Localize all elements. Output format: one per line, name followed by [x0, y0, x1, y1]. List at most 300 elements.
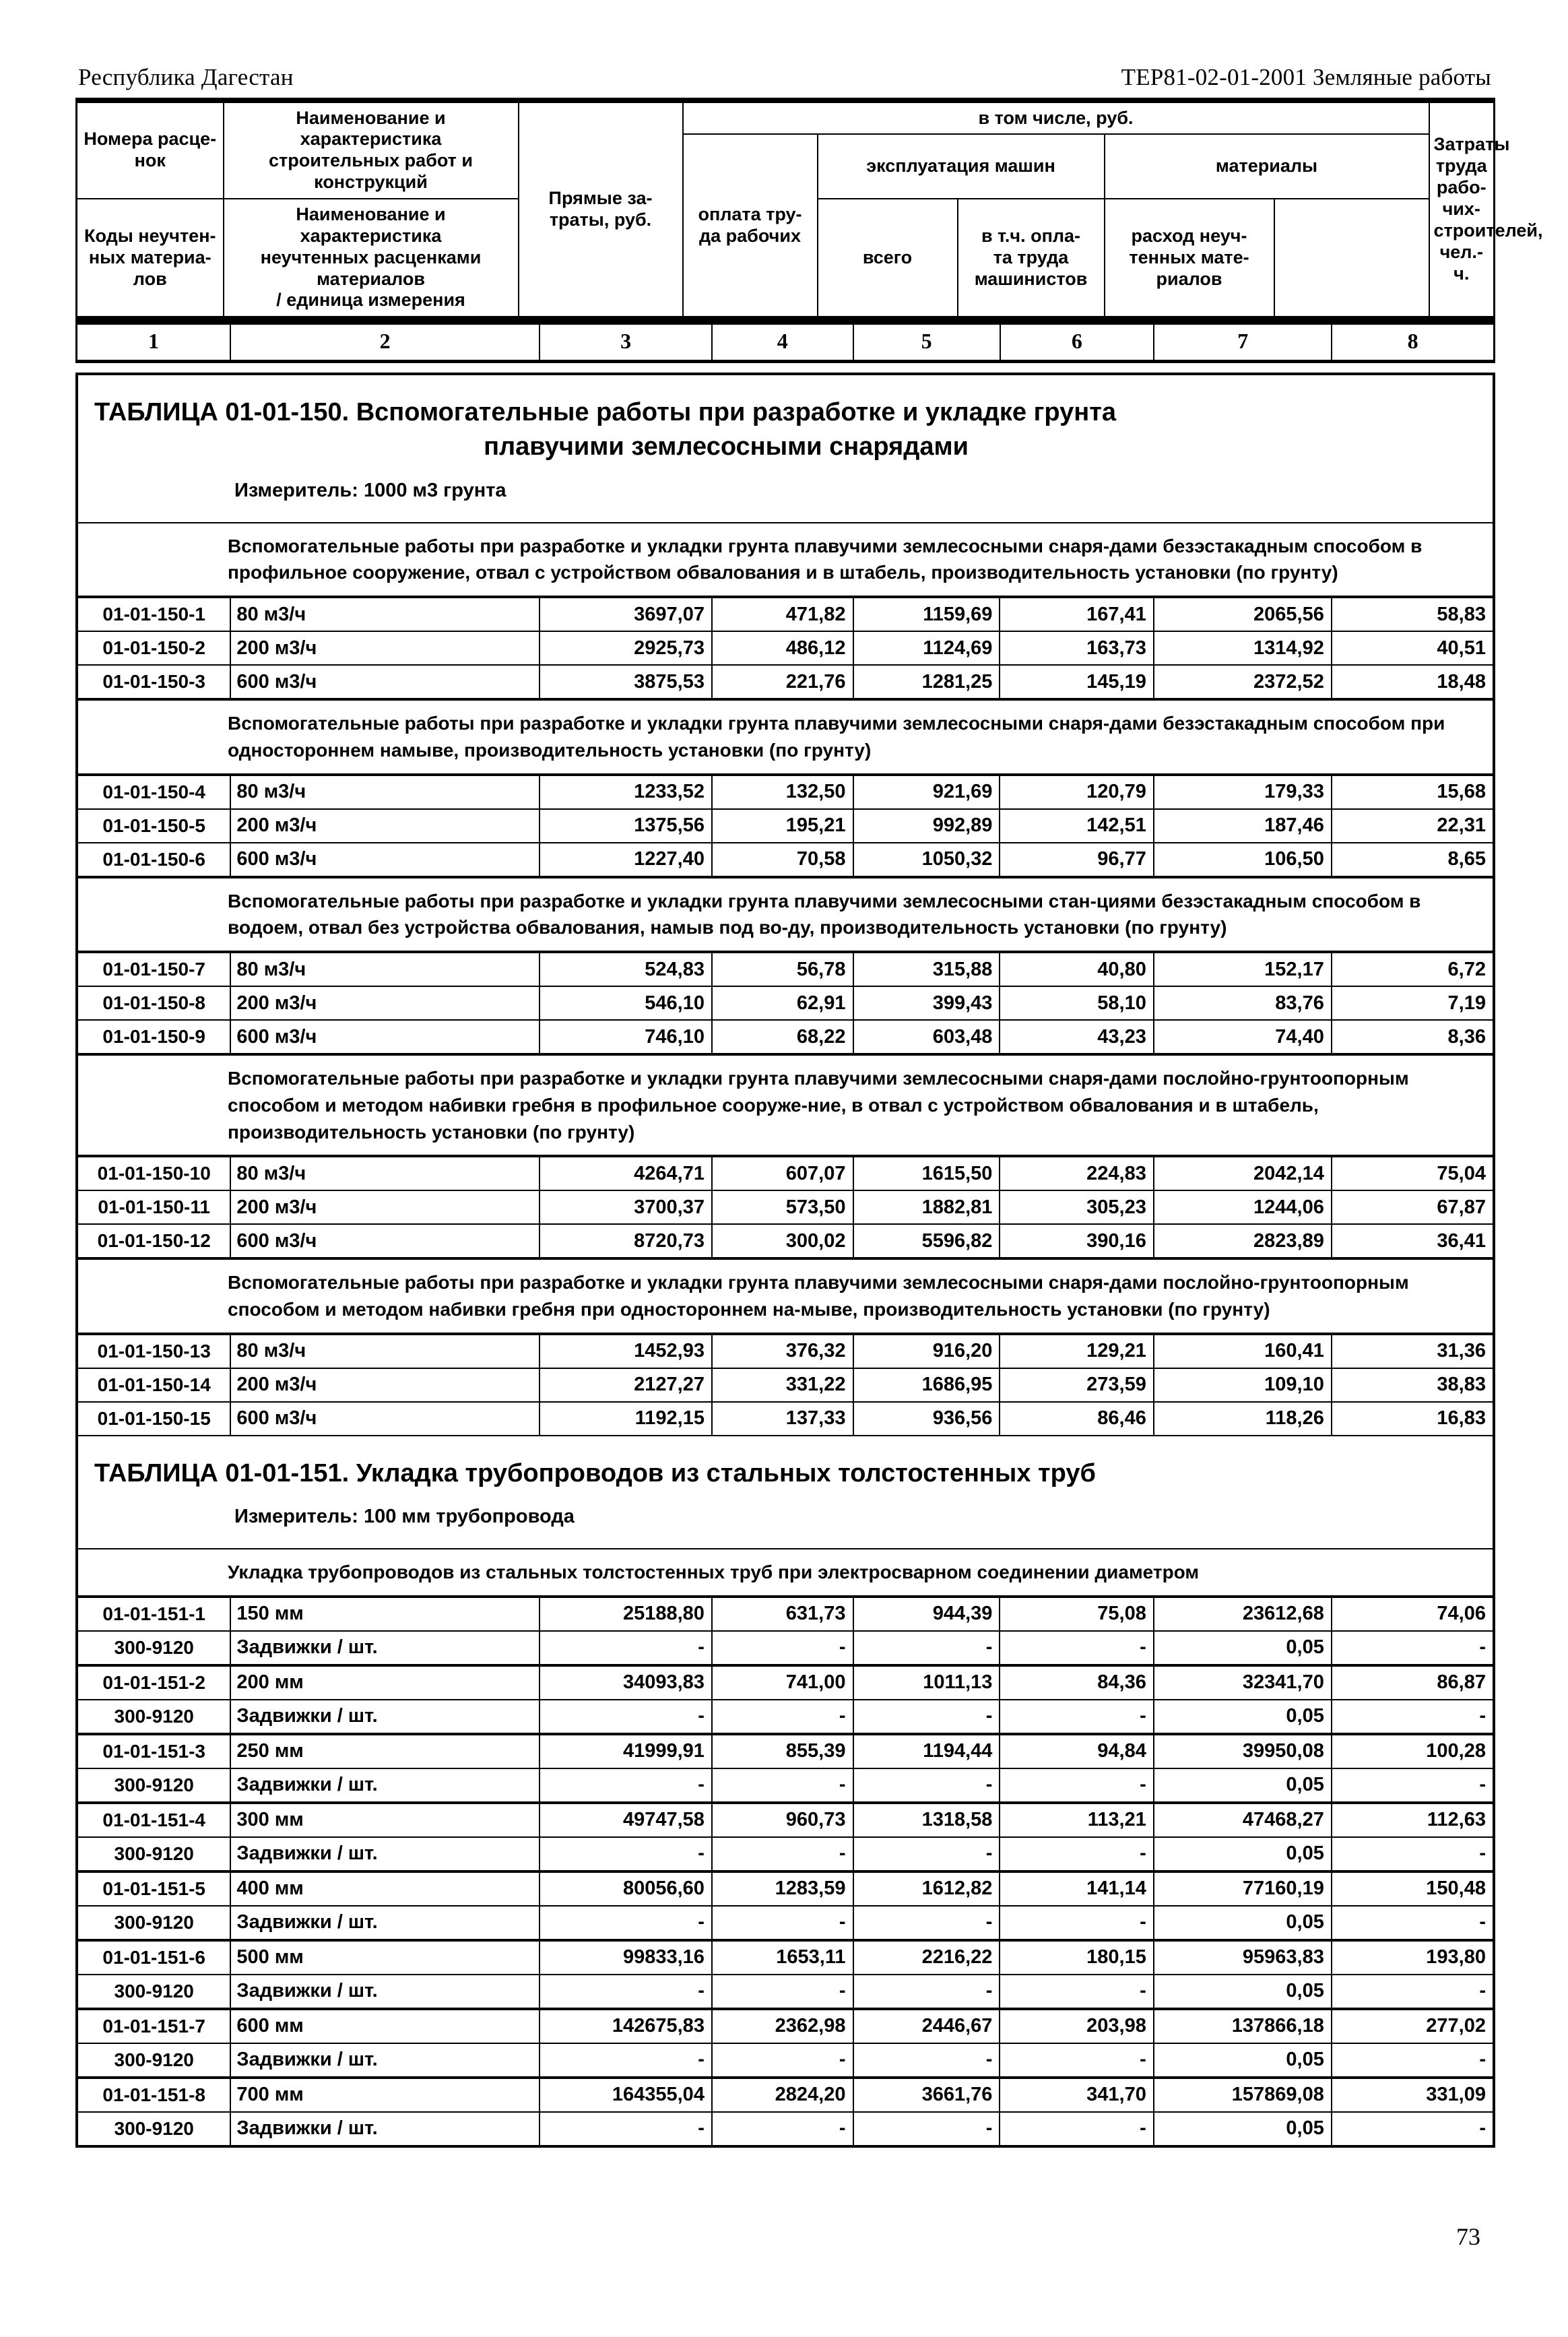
- column-number-7: 7: [1154, 323, 1332, 362]
- value-cell-col7: 95963,83: [1154, 1940, 1332, 1975]
- value-cell-col6: 94,84: [1000, 1734, 1153, 1768]
- value-cell-col7: 39950,08: [1154, 1734, 1332, 1768]
- material-value-cell-col5: -: [853, 1837, 1000, 1871]
- material-code-cell: 300-9120: [77, 2043, 230, 2078]
- rate-code-cell: 01-01-151-4: [77, 1803, 230, 1837]
- header-text-direct-costs: Прямые за- траты, руб.: [548, 188, 653, 230]
- value-cell-col4: 607,07: [712, 1156, 853, 1190]
- material-value-cell-col6: -: [1000, 1906, 1153, 1940]
- table-row: [77, 665, 1494, 699]
- material-value-cell-col4: -: [712, 1906, 853, 1940]
- value-cell-col7: 2372,52: [1154, 665, 1332, 699]
- material-row: [77, 1631, 1494, 1665]
- value-cell-col8: 22,31: [1332, 809, 1494, 843]
- group-description-row: [77, 1054, 1494, 1156]
- value-cell-col7: 47468,27: [1154, 1803, 1332, 1837]
- group-description-cell: Вспомогательные работы при разработке и укладки грунта плавучими землесосными снаря-дами послойно-грунтоопорным способом и методом набивки гребня в профильное сооруже-ние, в отвал с устройством обвалования и в штабель, производительность установки (по грунту): [77, 1054, 1494, 1156]
- work-name-cell: 600 мм: [230, 2009, 540, 2043]
- table-row: [77, 1156, 1494, 1190]
- value-cell-col4: 631,73: [712, 1597, 853, 1631]
- header-text-unaccounted-materials: расход неуч- тенных мате- риалов: [1129, 225, 1249, 289]
- material-value-cell-col3: -: [540, 2112, 712, 2146]
- header-cell-labor-costs: [1429, 102, 1543, 317]
- material-value-cell-col6: -: [1000, 1700, 1153, 1734]
- value-cell-col7: 83,76: [1154, 986, 1332, 1020]
- rate-code-cell: 01-01-150-13: [77, 1334, 230, 1368]
- table-unit-text: Измеритель: 100 мм трубопровода: [234, 1506, 575, 1528]
- header-cell-direct-costs: [519, 102, 683, 317]
- group-description-row: [77, 1549, 1494, 1597]
- value-cell-col5: 1615,50: [853, 1156, 1000, 1190]
- material-value-cell-col5: -: [853, 2043, 1000, 2078]
- value-cell-col6: 120,79: [1000, 775, 1153, 809]
- material-code-cell: 300-9120: [77, 2112, 230, 2146]
- value-cell-col6: 84,36: [1000, 1665, 1153, 1700]
- header-cell-group-machines: [818, 134, 1105, 199]
- table-unit-text: Измеритель: 1000 м3 грунта: [234, 479, 507, 501]
- value-cell-col7: 2823,89: [1154, 1224, 1332, 1258]
- rate-code-cell: 01-01-151-7: [77, 2009, 230, 2043]
- group-description-cell: Вспомогательные работы при разработке и укладки грунта плавучими землесосными снаря-дами безэстакадным способом при одностороннем намыве, производительность установки (по грунту): [77, 699, 1494, 775]
- material-name-cell: Задвижки / шт.: [230, 1700, 540, 1734]
- material-name-cell: Задвижки / шт.: [230, 1975, 540, 2009]
- column-number-1: 1: [77, 323, 231, 362]
- material-row: [77, 2043, 1494, 2078]
- rates-table: [75, 373, 1495, 2148]
- material-value-cell-col7: 0,05: [1154, 1837, 1332, 1871]
- material-code-cell: 300-9120: [77, 1700, 230, 1734]
- work-name-cell: 200 м3/ч: [230, 631, 540, 665]
- material-value-cell-col8: -: [1332, 1906, 1494, 1940]
- material-name-cell: Задвижки / шт.: [230, 1768, 540, 1803]
- header-cell-unaccounted-materials: [1105, 199, 1274, 317]
- value-cell-col5: 1686,95: [853, 1368, 1000, 1402]
- column-number-row: [77, 323, 1495, 362]
- value-cell-col5: 916,20: [853, 1334, 1000, 1368]
- value-cell-col5: 936,56: [853, 1402, 1000, 1436]
- material-value-cell-col5: -: [853, 1768, 1000, 1803]
- material-code-cell: 300-9120: [77, 1631, 230, 1665]
- value-cell-col5: 603,48: [853, 1020, 1000, 1054]
- material-value-cell-col3: -: [540, 1837, 712, 1871]
- value-cell-col4: 56,78: [712, 952, 853, 986]
- material-row: [77, 1768, 1494, 1803]
- table-row: [77, 952, 1494, 986]
- value-cell-col6: 40,80: [1000, 952, 1153, 986]
- value-cell-col7: 1244,06: [1154, 1190, 1332, 1224]
- table-row: [77, 1368, 1494, 1402]
- material-value-cell-col6: -: [1000, 1631, 1153, 1665]
- value-cell-col4: 741,00: [712, 1665, 853, 1700]
- rate-code-cell: 01-01-151-1: [77, 1597, 230, 1631]
- rate-code-cell: 01-01-150-6: [77, 843, 230, 877]
- material-value-cell-col7: 0,05: [1154, 1906, 1332, 1940]
- rate-code-cell: 01-01-150-5: [77, 809, 230, 843]
- table-row: [77, 1871, 1494, 1906]
- value-cell-col8: 277,02: [1332, 2009, 1494, 2043]
- value-cell-col7: 109,10: [1154, 1368, 1332, 1402]
- material-value-cell-col5: -: [853, 2112, 1000, 2146]
- value-cell-col3: 8720,73: [540, 1224, 712, 1258]
- material-row: [77, 1837, 1494, 1871]
- table-row: [77, 1597, 1494, 1631]
- value-cell-col3: 1227,40: [540, 843, 712, 877]
- value-cell-col7: 137866,18: [1154, 2009, 1332, 2043]
- header-text-worknames-top: Наименование и характеристика строительных работ и конструкций: [268, 107, 473, 193]
- material-value-cell-col3: -: [540, 2043, 712, 2078]
- value-cell-col7: 2042,14: [1154, 1156, 1332, 1190]
- value-cell-col7: 152,17: [1154, 952, 1332, 986]
- material-row: [77, 2112, 1494, 2146]
- value-cell-col4: 70,58: [712, 843, 853, 877]
- material-row: [77, 1700, 1494, 1734]
- value-cell-col8: 18,48: [1332, 665, 1494, 699]
- column-number-5: 5: [853, 323, 1000, 362]
- running-head-right: ТЕР81-02-01-2001 Земляные работы: [1121, 64, 1491, 90]
- header-cell-codes-top: [77, 102, 224, 199]
- value-cell-col3: 99833,16: [540, 1940, 712, 1975]
- value-cell-col8: 75,04: [1332, 1156, 1494, 1190]
- table-row: [77, 1803, 1494, 1837]
- material-value-cell-col8: -: [1332, 1700, 1494, 1734]
- value-cell-col3: 3697,07: [540, 597, 712, 631]
- value-cell-col3: 1452,93: [540, 1334, 712, 1368]
- value-cell-col8: 86,87: [1332, 1665, 1494, 1700]
- value-cell-col5: 1281,25: [853, 665, 1000, 699]
- material-value-cell-col7: 0,05: [1154, 2112, 1332, 2146]
- value-cell-col6: 203,98: [1000, 2009, 1153, 2043]
- value-cell-col4: 1653,11: [712, 1940, 853, 1975]
- value-cell-col8: 15,68: [1332, 775, 1494, 809]
- value-cell-col8: 331,09: [1332, 2078, 1494, 2112]
- material-value-cell-col7: 0,05: [1154, 1700, 1332, 1734]
- value-cell-col8: 74,06: [1332, 1597, 1494, 1631]
- value-cell-col3: 3875,53: [540, 665, 712, 699]
- material-code-cell: 300-9120: [77, 1975, 230, 2009]
- material-value-cell-col3: -: [540, 1700, 712, 1734]
- value-cell-col6: 305,23: [1000, 1190, 1153, 1224]
- value-cell-col6: 390,16: [1000, 1224, 1153, 1258]
- value-cell-col4: 2824,20: [712, 2078, 853, 2112]
- rate-code-cell: 01-01-150-14: [77, 1368, 230, 1402]
- value-cell-col4: 62,91: [712, 986, 853, 1020]
- value-cell-col4: 1283,59: [712, 1871, 853, 1906]
- material-value-cell-col5: -: [853, 1700, 1000, 1734]
- header-text-machines-total: всего: [862, 247, 913, 267]
- material-code-cell: 300-9120: [77, 1768, 230, 1803]
- rate-code-cell: 01-01-151-6: [77, 1940, 230, 1975]
- value-cell-col7: 2065,56: [1154, 597, 1332, 631]
- header-cell-worker-pay: [683, 134, 818, 317]
- value-cell-col4: 137,33: [712, 1402, 853, 1436]
- value-cell-col3: 524,83: [540, 952, 712, 986]
- material-value-cell-col4: -: [712, 1700, 853, 1734]
- value-cell-col7: 1314,92: [1154, 631, 1332, 665]
- rate-code-cell: 01-01-150-1: [77, 597, 230, 631]
- value-cell-col3: 746,10: [540, 1020, 712, 1054]
- value-cell-col6: 43,23: [1000, 1020, 1153, 1054]
- value-cell-col5: 921,69: [853, 775, 1000, 809]
- material-value-cell-col6: -: [1000, 1975, 1153, 2009]
- value-cell-col6: 96,77: [1000, 843, 1153, 877]
- value-cell-col3: 4264,71: [540, 1156, 712, 1190]
- rate-code-cell: 01-01-150-12: [77, 1224, 230, 1258]
- value-cell-col5: 1050,32: [853, 843, 1000, 877]
- value-cell-col5: 399,43: [853, 986, 1000, 1020]
- work-name-cell: 80 м3/ч: [230, 597, 540, 631]
- value-cell-col8: 31,36: [1332, 1334, 1494, 1368]
- material-value-cell-col5: -: [853, 1906, 1000, 1940]
- group-description-row: [77, 877, 1494, 953]
- table-row: [77, 1665, 1494, 1700]
- header-text-codes-bottom: Коды неучтен- ных материа- лов: [84, 225, 216, 289]
- material-value-cell-col6: -: [1000, 1837, 1153, 1871]
- value-cell-col3: 3700,37: [540, 1190, 712, 1224]
- value-cell-col7: 23612,68: [1154, 1597, 1332, 1631]
- rate-code-cell: 01-01-150-10: [77, 1156, 230, 1190]
- value-cell-col6: 163,73: [1000, 631, 1153, 665]
- work-name-cell: 250 мм: [230, 1734, 540, 1768]
- column-number-table: [75, 321, 1495, 363]
- table-row: [77, 1020, 1494, 1054]
- value-cell-col4: 331,22: [712, 1368, 853, 1402]
- table-row: [77, 986, 1494, 1020]
- value-cell-col5: 3661,76: [853, 2078, 1000, 2112]
- value-cell-col8: 100,28: [1332, 1734, 1494, 1768]
- column-number-8: 8: [1332, 323, 1494, 362]
- value-cell-col6: 341,70: [1000, 2078, 1153, 2112]
- material-row: [77, 1975, 1494, 2009]
- value-cell-col3: 1233,52: [540, 775, 712, 809]
- column-number-2: 2: [230, 323, 540, 362]
- material-value-cell-col8: -: [1332, 2112, 1494, 2146]
- work-name-cell: 500 мм: [230, 1940, 540, 1975]
- material-value-cell-col6: -: [1000, 2043, 1153, 2078]
- running-head-left: Республика Дагестан: [78, 64, 294, 90]
- value-cell-col5: 1011,13: [853, 1665, 1000, 1700]
- material-value-cell-col7: 0,05: [1154, 2043, 1332, 2078]
- table-title-cell: [77, 374, 1494, 523]
- material-value-cell-col8: -: [1332, 2043, 1494, 2078]
- value-cell-col6: 58,10: [1000, 986, 1153, 1020]
- value-cell-col3: 2925,73: [540, 631, 712, 665]
- value-cell-col8: 8,36: [1332, 1020, 1494, 1054]
- header-cell-material-names: [224, 199, 519, 317]
- value-cell-col3: 164355,04: [540, 2078, 712, 2112]
- material-name-cell: Задвижки / шт.: [230, 1906, 540, 1940]
- header-text-group-including: в том числе, руб.: [978, 107, 1134, 128]
- value-cell-col3: 1375,56: [540, 809, 712, 843]
- group-description-cell: Вспомогательные работы при разработке и укладки грунта плавучими землесосными снаря-дами послойно-грунтоопорным способом и методом набивки гребня при одностороннем на-мыве, производительность установки (по грунту): [77, 1258, 1494, 1334]
- value-cell-col8: 150,48: [1332, 1871, 1494, 1906]
- work-name-cell: 200 мм: [230, 1665, 540, 1700]
- material-value-cell-col5: -: [853, 1975, 1000, 2009]
- value-cell-col5: 1159,69: [853, 597, 1000, 631]
- material-code-cell: 300-9120: [77, 1837, 230, 1871]
- value-cell-col3: 49747,58: [540, 1803, 712, 1837]
- table-row: [77, 2009, 1494, 2043]
- header-cell-group-materials: [1105, 134, 1429, 199]
- work-name-cell: 150 мм: [230, 1597, 540, 1631]
- header-text-labor-costs: Затраты труда рабо- чих- строителей, чел.-ч.: [1433, 134, 1543, 284]
- header-cell-group-including: [683, 102, 1429, 134]
- value-cell-col4: 855,39: [712, 1734, 853, 1768]
- value-cell-col8: 7,19: [1332, 986, 1494, 1020]
- value-cell-col5: 1194,44: [853, 1734, 1000, 1768]
- work-name-cell: 600 м3/ч: [230, 1402, 540, 1436]
- table-row: [77, 775, 1494, 809]
- value-cell-col6: 273,59: [1000, 1368, 1153, 1402]
- value-cell-col4: 221,76: [712, 665, 853, 699]
- material-value-cell-col4: -: [712, 1631, 853, 1665]
- rate-code-cell: 01-01-150-9: [77, 1020, 230, 1054]
- value-cell-col6: 113,21: [1000, 1803, 1153, 1837]
- value-cell-col4: 486,12: [712, 631, 853, 665]
- value-cell-col8: 67,87: [1332, 1190, 1494, 1224]
- table-row: [77, 1190, 1494, 1224]
- rate-code-cell: 01-01-151-3: [77, 1734, 230, 1768]
- value-cell-col4: 195,21: [712, 809, 853, 843]
- value-cell-col7: 32341,70: [1154, 1665, 1332, 1700]
- value-cell-col3: 25188,80: [540, 1597, 712, 1631]
- work-name-cell: 400 мм: [230, 1871, 540, 1906]
- work-name-cell: 600 м3/ч: [230, 1020, 540, 1054]
- value-cell-col4: 132,50: [712, 775, 853, 809]
- value-cell-col3: 2127,27: [540, 1368, 712, 1402]
- rate-code-cell: 01-01-151-5: [77, 1871, 230, 1906]
- value-cell-col3: 1192,15: [540, 1402, 712, 1436]
- value-cell-col4: 960,73: [712, 1803, 853, 1837]
- material-value-cell-col3: -: [540, 1631, 712, 1665]
- table-row: [77, 1734, 1494, 1768]
- rate-code-cell: 01-01-151-2: [77, 1665, 230, 1700]
- work-name-cell: 80 м3/ч: [230, 952, 540, 986]
- value-cell-col3: 80056,60: [540, 1871, 712, 1906]
- value-cell-col4: 68,22: [712, 1020, 853, 1054]
- material-value-cell-col3: -: [540, 1975, 712, 2009]
- table-header-wrapper: [75, 101, 1543, 322]
- work-name-cell: 700 мм: [230, 2078, 540, 2112]
- table-row: [77, 1224, 1494, 1258]
- value-cell-col5: 992,89: [853, 809, 1000, 843]
- group-description-cell: Укладка трубопроводов из стальных толстостенных труб при электросварном соединении диаметром: [77, 1549, 1494, 1597]
- page-number: 73: [1456, 2223, 1480, 2250]
- value-cell-col7: 179,33: [1154, 775, 1332, 809]
- material-name-cell: Задвижки / шт.: [230, 1631, 540, 1665]
- material-value-cell-col4: -: [712, 1837, 853, 1871]
- value-cell-col5: 2216,22: [853, 1940, 1000, 1975]
- work-name-cell: 600 м3/ч: [230, 1224, 540, 1258]
- header-cell-codes-bottom: [77, 199, 224, 317]
- value-cell-col7: 74,40: [1154, 1020, 1332, 1054]
- value-cell-col8: 6,72: [1332, 952, 1494, 986]
- value-cell-col5: 1882,81: [853, 1190, 1000, 1224]
- material-name-cell: Задвижки / шт.: [230, 2043, 540, 2078]
- value-cell-col8: 58,83: [1332, 597, 1494, 631]
- running-head: [75, 65, 1495, 98]
- value-cell-col8: 36,41: [1332, 1224, 1494, 1258]
- table-row: [77, 631, 1494, 665]
- value-cell-col5: 315,88: [853, 952, 1000, 986]
- value-cell-col7: 77160,19: [1154, 1871, 1332, 1906]
- rate-code-cell: 01-01-150-4: [77, 775, 230, 809]
- value-cell-col8: 193,80: [1332, 1940, 1494, 1975]
- material-value-cell-col7: 0,05: [1154, 1768, 1332, 1803]
- value-cell-col4: 2362,98: [712, 2009, 853, 2043]
- value-cell-col6: 180,15: [1000, 1940, 1153, 1975]
- value-cell-col5: 1318,58: [853, 1803, 1000, 1837]
- material-value-cell-col4: -: [712, 2043, 853, 2078]
- group-description-cell: Вспомогательные работы при разработке и укладки грунта плавучими землесосными стан-циями безэстакадным способом в водоем, отвал без устройства обвалования, намыв под во-ду, производительность установки (по грунту): [77, 877, 1494, 953]
- value-cell-col6: 145,19: [1000, 665, 1153, 699]
- value-cell-col6: 141,14: [1000, 1871, 1153, 1906]
- header-text-codes-top: Номера расце- нок: [84, 129, 217, 171]
- material-value-cell-col3: -: [540, 1906, 712, 1940]
- work-name-cell: 80 м3/ч: [230, 1334, 540, 1368]
- value-cell-col4: 471,82: [712, 597, 853, 631]
- material-value-cell-col8: -: [1332, 1837, 1494, 1871]
- rate-code-cell: 01-01-151-8: [77, 2078, 230, 2112]
- table-title-row: [77, 1436, 1494, 1549]
- table-row: [77, 809, 1494, 843]
- value-cell-col7: 187,46: [1154, 809, 1332, 843]
- value-cell-col8: 112,63: [1332, 1803, 1494, 1837]
- value-cell-col3: 546,10: [540, 986, 712, 1020]
- table-title-text-line2: плавучими землесосными снарядами: [484, 433, 969, 461]
- group-description-cell: Вспомогательные работы при разработке и укладки грунта плавучими землесосными снаря-дами безэстакадным способом в профильное сооружение, отвал с устройством обвалования и в штабель, производительность установки (по грунту): [77, 523, 1494, 598]
- header-text-material-names: Наименование и характеристика неучтенных расценками материалов / единица измерения: [260, 203, 482, 311]
- value-cell-col5: 2446,67: [853, 2009, 1000, 2043]
- value-cell-col5: 1612,82: [853, 1871, 1000, 1906]
- rate-code-cell: 01-01-150-8: [77, 986, 230, 1020]
- material-code-cell: 300-9120: [77, 1906, 230, 1940]
- header-text-group-materials: материалы: [1215, 156, 1318, 177]
- rate-code-cell: 01-01-150-15: [77, 1402, 230, 1436]
- rate-code-cell: 01-01-150-3: [77, 665, 230, 699]
- header-text-operator-pay: в т.ч. опла- та труда машинистов: [974, 225, 1088, 289]
- value-cell-col5: 1124,69: [853, 631, 1000, 665]
- value-cell-col8: 40,51: [1332, 631, 1494, 665]
- material-value-cell-col8: -: [1332, 1631, 1494, 1665]
- work-name-cell: 80 м3/ч: [230, 1156, 540, 1190]
- header-cell-operator-pay: [958, 199, 1105, 317]
- material-value-cell-col4: -: [712, 1768, 853, 1803]
- value-cell-col3: 142675,83: [540, 2009, 712, 2043]
- header-row-1: [77, 102, 1495, 134]
- table-row: [77, 1334, 1494, 1368]
- material-value-cell-col8: -: [1332, 1975, 1494, 2009]
- material-value-cell-col4: -: [712, 1975, 853, 2009]
- table-title-cell: [77, 1436, 1494, 1549]
- value-cell-col6: 75,08: [1000, 1597, 1153, 1631]
- value-cell-col8: 38,83: [1332, 1368, 1494, 1402]
- rate-code-cell: 01-01-150-2: [77, 631, 230, 665]
- material-value-cell-col7: 0,05: [1154, 1975, 1332, 2009]
- value-cell-col4: 573,50: [712, 1190, 853, 1224]
- value-cell-col8: 16,83: [1332, 1402, 1494, 1436]
- work-name-cell: 80 м3/ч: [230, 775, 540, 809]
- column-number-6: 6: [1000, 323, 1154, 362]
- material-value-cell-col6: -: [1000, 1768, 1153, 1803]
- value-cell-col7: 118,26: [1154, 1402, 1332, 1436]
- rate-code-cell: 01-01-150-11: [77, 1190, 230, 1224]
- value-cell-col7: 157869,08: [1154, 2078, 1332, 2112]
- work-name-cell: 300 мм: [230, 1803, 540, 1837]
- material-value-cell-col6: -: [1000, 2112, 1153, 2146]
- table-row: [77, 1940, 1494, 1975]
- group-description-row: [77, 699, 1494, 775]
- header-text-worker-pay: оплата тру- да рабочих: [698, 203, 802, 246]
